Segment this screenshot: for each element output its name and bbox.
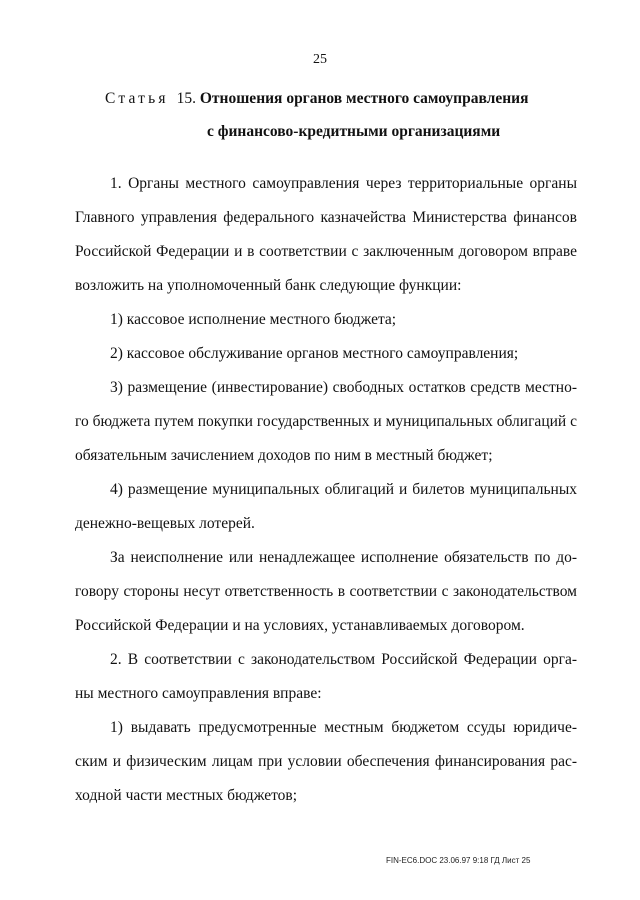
article-heading-line1: Отношения органов местного самоуправления [199, 90, 529, 107]
text-line: ским и физическим лицам при условии обеспечения финансирования рас- [75, 753, 577, 770]
text-line: обязательным зачислением доходов по ним в местный бюджет; [75, 447, 493, 464]
text-line: ны местного самоуправления вправе: [75, 685, 322, 702]
text-line: Российской Федерации и на условиях, устанавливаемых договором. [75, 617, 525, 634]
article-word: Статья [105, 90, 169, 107]
article-heading-line2: с финансово-кредитными организациями [207, 123, 501, 140]
text-line: 2) кассовое обслуживание органов местного самоуправления; [110, 345, 519, 362]
text-line: денежно-вещевых лотерей. [75, 515, 255, 532]
article-number: 15. [176, 90, 196, 107]
article-title [105, 90, 528, 108]
text-line: 2. В соответствии с законодательством Российской Федерации орга- [110, 651, 577, 668]
text-line: Главного управления федерального казначейства Министерства финансов [75, 209, 577, 226]
text-line: возложить на уполномоченный банк следующие функции: [75, 277, 462, 294]
text-line: Российской Федерации и в соответствии с заключенным договором вправе [75, 243, 577, 260]
text-line: 1) кассовое исполнение местного бюджета; [110, 311, 397, 328]
text-line: 4) размещение муниципальных облигаций и билетов муниципальных [110, 481, 577, 498]
text-line: 1) выдавать предусмотренные местным бюджетом ссуды юридиче- [110, 719, 577, 736]
text-line: 1. Органы местного самоуправления через территориальные органы [110, 175, 577, 192]
text-line: го бюджета путем покупки государственных и муниципальных облигаций с [75, 413, 577, 430]
document-footer: FIN-EC6.DOC 23.06.97 9:18 ГД Лист 25 [386, 856, 531, 865]
page-number: 25 [313, 52, 327, 67]
text-line: ходной части местных бюджетов; [75, 787, 298, 804]
text-line: говору стороны несут ответственность в соответствии с законодательством [75, 583, 577, 600]
text-line: За неисполнение или ненадлежащее исполнение обязательств по до- [110, 549, 577, 566]
text-line: 3) размещение (инвестирование) свободных остатков средств местно- [110, 379, 577, 396]
